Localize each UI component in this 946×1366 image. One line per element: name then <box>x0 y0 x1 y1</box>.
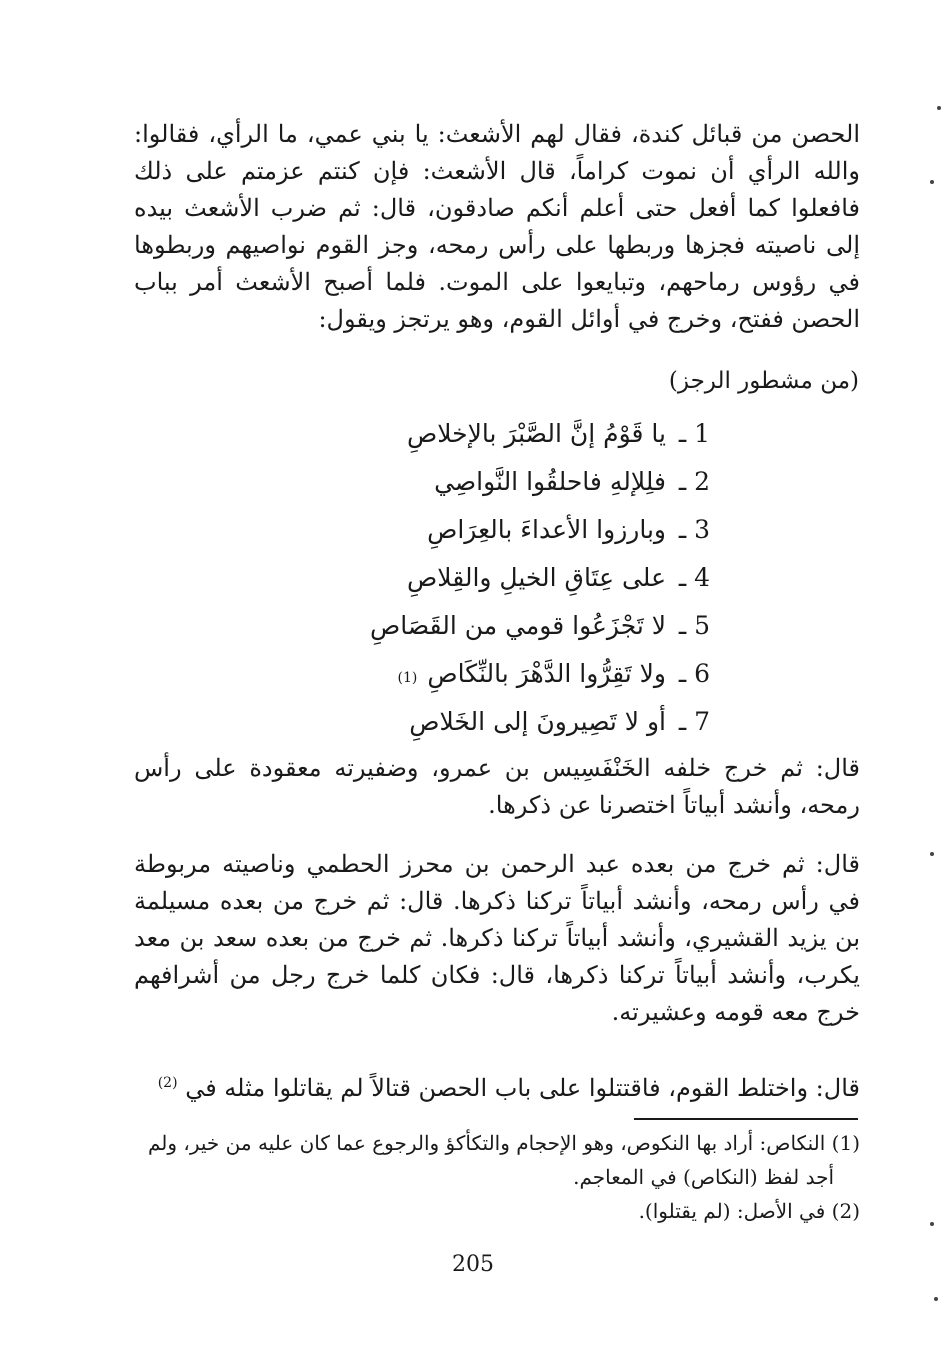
verse-number: 5 ـ <box>678 611 710 640</box>
verse-number: 7 ـ <box>678 707 710 736</box>
verse-line <box>280 554 710 602</box>
page-number: 205 <box>452 1252 494 1277</box>
paragraph-battle <box>134 1070 860 1107</box>
scan-speck <box>930 180 934 184</box>
verse-line <box>280 698 710 746</box>
verse-line <box>280 506 710 554</box>
verse-line <box>280 410 710 458</box>
verse-number: 3 ـ <box>678 515 710 544</box>
scan-speck <box>937 106 941 110</box>
verse-text: فلِلإلهِ فاحلقُوا النَّواصِي <box>434 467 666 496</box>
verse-line <box>280 458 710 506</box>
verse-text: على عِتَاقِ الخيلِ والقِلاصِ <box>407 563 666 592</box>
verse-text: يا قَوْمُ إنَّ الصَّبْرَ بالإخلاصِ <box>406 419 666 448</box>
paragraph-opening: الحصن من قبائل كندة، فقال لهم الأشعث: يا بني عمي، ما الرأي، فقالوا: والله الرأي أن نموت كراماً، قال الأشعث: فإن كنتم عزمتم على ذلك فافعلوا كما أفعل حتى أعلم أنكم صادقون، قال: ثم ضرب الأشعث بيده إلى ناصيته فجزها وربطها على رأس رمحه، وجز القوم نواصيهم وربطوها في رؤوس رماحهم، وتبايعوا على الموت. فلما أصبح الأشعث أمر بباب الحصن ففتح، وخرج في أوائل القوم، وهو يرتجز ويقول: <box>134 120 860 333</box>
paragraph-khanfasis: قال: ثم خرج خلفه الخَنْفَسِيس بن عمرو، وضفيرته معقودة على رأس رمحه، وأنشد أبياتاً اختصرنا عن ذكرها. <box>134 754 860 819</box>
verse-number: 4 ـ <box>678 563 710 592</box>
verse-text: وبارزوا الأعداءَ بالعِرَاصِ <box>427 515 666 544</box>
paragraph-battle-text: قال: واختلط القوم، فاقتتلوا على باب الحصن قتالاً لم يقاتلوا مثله في <box>185 1074 860 1102</box>
paragraph-champions: قال: ثم خرج من بعده عبد الرحمن بن محرز الحطمي وناصيته مربوطة في رأس رمحه، وأنشد أبياتاً تركنا ذكرها. قال: ثم خرج من بعده مسيلمة بن يزيد القشيري، وأنشد أبياتاً تركنا ذكرها. ثم خرج من بعده سعد بن معد يكرب، وأنشد أبياتاً تركنا ذكرها، قال: فكان كلما خرج رجل من أشرافهم خرج معه قومه وعشيرته. <box>134 850 860 1026</box>
verse-line: 6 ـ ولا تَقِرُّوا الدَّهْرَ بالنِّكَاصِ (1) <box>280 650 710 698</box>
footnotes <box>134 1126 860 1228</box>
verse-text: أو لا تَصِيرونَ إلى الخَلاصِ <box>409 707 666 736</box>
meter-note: (من مشطور الرجز) <box>668 368 859 394</box>
verse-number: 1 ـ <box>678 419 710 448</box>
scan-speck <box>930 1222 934 1226</box>
verse-line <box>280 602 710 650</box>
footnote-ref: (2) <box>157 1075 178 1091</box>
footnote-1-continued: أجد لفظ (النكاص) في المعاجم. <box>573 1165 834 1189</box>
footnote-2: (2) في الأصل: (لم يقتلوا). <box>638 1199 860 1223</box>
verse-number: 2 ـ <box>678 467 710 496</box>
scan-speck <box>934 1297 938 1301</box>
verse-text: لا تَجْزَعُوا قومي من القَصَاصِ <box>370 611 666 640</box>
poem-verses <box>280 410 710 746</box>
verse-text: ولا تَقِرُّوا الدَّهْرَ بالنِّكَاصِ <box>427 659 666 688</box>
footnote-divider <box>634 1118 858 1120</box>
scan-speck <box>930 852 934 856</box>
footnote-1: (1) النكاص: أراد بها النكوص، وهو الإحجام والتكأكؤ والرجوع عما كان عليه من خير، ولم <box>147 1131 860 1155</box>
verse-number: 6 ـ <box>678 659 710 688</box>
